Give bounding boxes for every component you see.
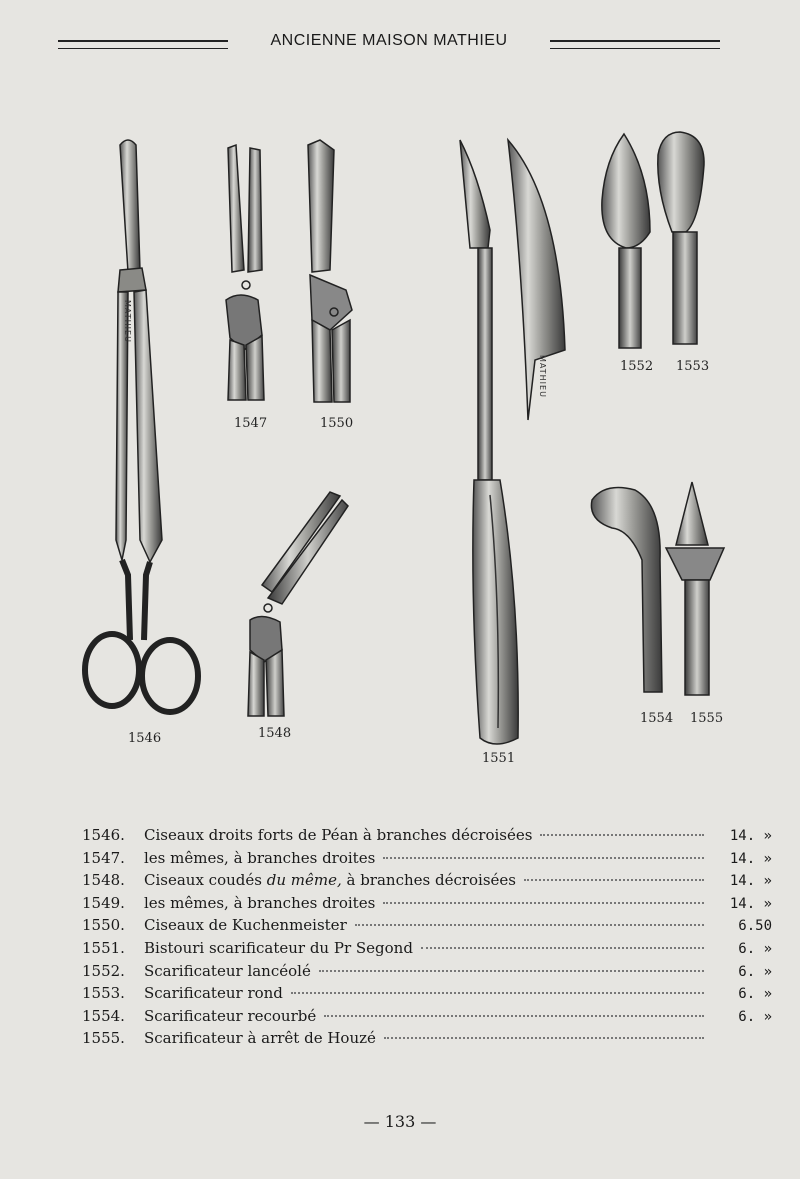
leader-dots	[540, 834, 704, 836]
scissors-1547-figure	[226, 145, 264, 400]
scarificateur-1554-figure	[591, 488, 662, 692]
item-number: 1553.	[82, 984, 125, 1003]
list-item	[82, 962, 772, 985]
scissors-1550-figure	[308, 140, 352, 402]
item-description: Ciseaux droits forts de Péan à branches décroisées	[144, 826, 533, 844]
item-description: Bistouri scarificateur du Pr Segond	[144, 938, 413, 957]
item-price: 14. »	[729, 828, 772, 844]
leader-dots	[291, 992, 704, 994]
list-item	[82, 1007, 772, 1030]
figure-label-1546: 1546	[128, 731, 162, 746]
item-description: Scarificateur recourbé	[144, 1006, 317, 1025]
stamp-1546: MATHIEU	[123, 300, 132, 343]
list-item	[82, 984, 772, 1007]
leader-dots	[383, 902, 704, 904]
leader-dots	[421, 947, 704, 949]
item-price: 6. »	[738, 940, 772, 957]
scarificateur-1553-figure	[658, 132, 704, 344]
item-description: Scarificateur lancéolé	[144, 961, 311, 980]
list-item	[82, 1029, 772, 1052]
page-number: — 133 —	[363, 1112, 437, 1131]
item-description: les mêmes, à branches droites	[144, 848, 376, 867]
item-number: 1546.	[82, 826, 125, 844]
scarificateur-1555-figure	[666, 482, 724, 695]
figure-label-1554: 1554	[640, 711, 674, 726]
figure-label-1550: 1550	[320, 416, 354, 431]
figure-label-1551: 1551	[482, 751, 516, 766]
leader-dots	[355, 924, 704, 926]
price-list	[82, 826, 772, 1052]
item-number: 1547.	[82, 848, 125, 867]
figure-label-1547: 1547	[234, 416, 268, 431]
scissors-1548-figure	[248, 492, 348, 716]
item-number: 1555.	[82, 1029, 125, 1048]
list-item	[82, 894, 772, 917]
item-price: 6. »	[738, 963, 772, 980]
item-description: les mêmes, à branches droites	[144, 893, 376, 912]
item-description-part: Ciseaux coudés	[144, 871, 267, 890]
figure-label-1548: 1548	[258, 726, 292, 741]
list-item	[82, 849, 772, 872]
item-price: 14. »	[729, 895, 772, 912]
item-number: 1552.	[82, 961, 125, 980]
item-description-italic: du même,	[266, 871, 342, 890]
figure-label-1552: 1552	[620, 359, 654, 374]
list-item	[82, 916, 772, 939]
scarificateur-1552-figure	[602, 134, 650, 348]
list-item	[82, 826, 772, 849]
item-description	[144, 871, 516, 889]
list-item	[82, 939, 772, 962]
leader-dots	[324, 1015, 704, 1017]
header-title: ANCIENNE MAISON MATHIEU	[270, 32, 508, 49]
bistouri-1551-figure	[460, 140, 565, 744]
leader-dots	[383, 857, 704, 859]
leader-dots	[319, 970, 704, 972]
item-price: 6. »	[738, 1008, 772, 1025]
item-price: 6. »	[738, 986, 772, 1003]
item-price: 6.50	[738, 918, 772, 935]
item-description: Ciseaux de Kuchenmeister	[144, 916, 347, 935]
stamp-1551: MATHIEU	[538, 355, 547, 398]
item-number: 1548.	[82, 871, 125, 890]
item-price: 14. »	[729, 873, 772, 890]
item-number: 1554.	[82, 1006, 125, 1025]
item-description-part: à branches décroisées	[341, 871, 517, 890]
figure-label-1553: 1553	[676, 359, 710, 374]
item-number: 1551.	[82, 938, 125, 957]
item-number: 1549.	[82, 893, 125, 912]
item-number: 1550.	[82, 916, 125, 935]
leader-dots	[384, 1037, 704, 1039]
item-description: Scarificateur à arrêt de Houzé	[144, 1029, 376, 1048]
figure-label-1555: 1555	[690, 711, 724, 726]
item-description: Scarificateur rond	[144, 984, 283, 1003]
item-price: 14. »	[729, 850, 772, 867]
leader-dots	[524, 879, 704, 881]
scissors-1546-figure	[85, 140, 198, 712]
list-item	[82, 871, 772, 894]
